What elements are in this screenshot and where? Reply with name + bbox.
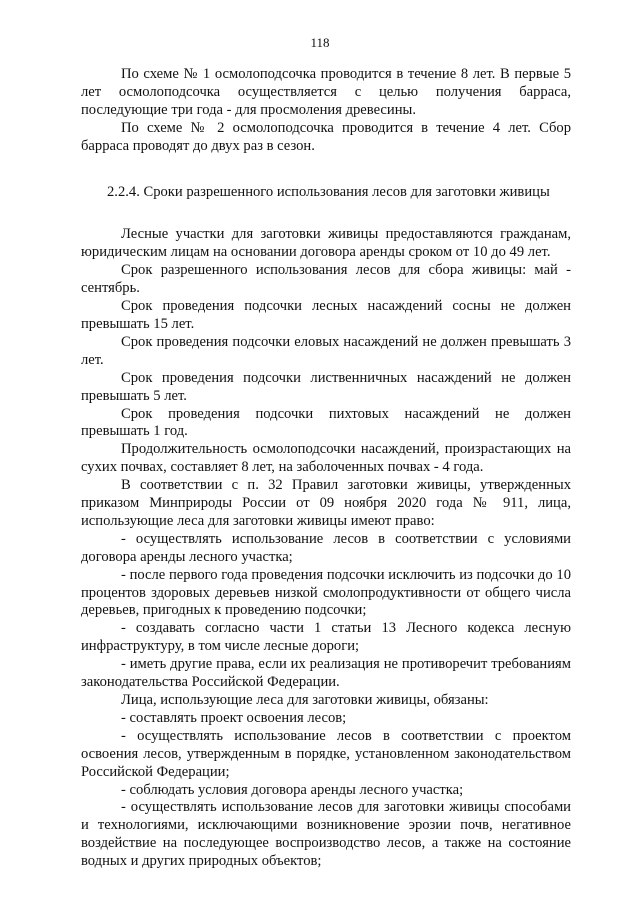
- list-item-right-2: - после первого года проведения подсочки исключить из подсочки до 10 процентов здоровых деревьев низкой смолопродуктивности от общего числа деревьев, пригодных к проведению подсочки;: [81, 566, 571, 619]
- list-item-obligation-4: - осуществлять использование лесов для заготовки живицы способами и технологиями, исключающими возникновение эрозии почв, негативное воздействие на последующее воспроизводство лесов, а также на состояние водных и других природных объектов;: [81, 799, 571, 870]
- list-item-obligation-3: - соблюдать условия договора аренды лесного участка;: [121, 781, 464, 798]
- list-item-right-4: - иметь другие права, если их реализация не противоречит требованиям законодательства Российской Федерации.: [81, 656, 571, 691]
- list-item-right-1: - осуществлять использование лесов в соответствии с условиями договора аренды лесного участка;: [81, 530, 571, 565]
- paragraph-spruce: Срок проведения подсочки еловых насаждений не должен превышать 3 лет.: [81, 333, 571, 368]
- paragraph-fir: Срок проведения подсочки пихтовых насаждений не должен превышать 1 год.: [81, 405, 571, 440]
- section-heading: 2.2.4. Сроки разрешенного использования лесов для заготовки живицы: [107, 183, 550, 200]
- list-item-right-3: - создавать согласно части 1 статьи 13 Лесного кодекса лесную инфраструктуру, в том числе лесные дороги;: [81, 620, 571, 655]
- list-item-obligation-2: - осуществлять использование лесов в соответствии с проектом освоения лесов, утвержденным в порядке, установленном законодательством Российской Федерации;: [81, 727, 571, 780]
- list-item-obligation-1: - составлять проект освоения лесов;: [121, 709, 347, 726]
- paragraph-lease: Лесные участки для заготовки живицы предоставляются гражданам, юридическим лицам на основании договора аренды сроком от 10 до 49 лет.: [81, 226, 571, 261]
- paragraph-larch: Срок проведения подсочки лиственничных насаждений не должен превышать 5 лет.: [81, 369, 571, 404]
- paragraph-scheme-2: По схеме № 2 осмолоподсочка проводится в течение 4 лет. Сбор барраса проводят до двух раз в сезон.: [81, 119, 571, 154]
- page-number: 118: [310, 35, 330, 50]
- paragraph-pine: Срок проведения подсочки лесных насаждений сосны не должен превышать 15 лет.: [81, 298, 571, 332]
- document-body: [81, 66, 571, 871]
- paragraph-rights-intro: В соответствии с п. 32 Правил заготовки живицы, утвержденных приказом Минприроды России от 09 ноября 2020 года № 911, лица, использующие леса для заготовки живицы имеют право:: [81, 477, 571, 529]
- paragraph-season: Срок разрешенного использования лесов для сбора живицы: май - сентябрь.: [81, 262, 571, 297]
- paragraph-scheme-1: По схеме № 1 осмолоподсочка проводится в течение 8 лет. В первые 5 лет осмолоподсочка осуществляется с целью получения барраса, последующие три года - для просмоления древесины.: [81, 66, 571, 118]
- paragraph-obligations-intro: Лица, использующие леса для заготовки живицы, обязаны:: [121, 692, 489, 708]
- paragraph-duration: Продолжительность осмолоподсочки насаждений, произрастающих на сухих почвах, составляет 8 лет, на заболоченных почвах - 4 года.: [81, 441, 571, 476]
